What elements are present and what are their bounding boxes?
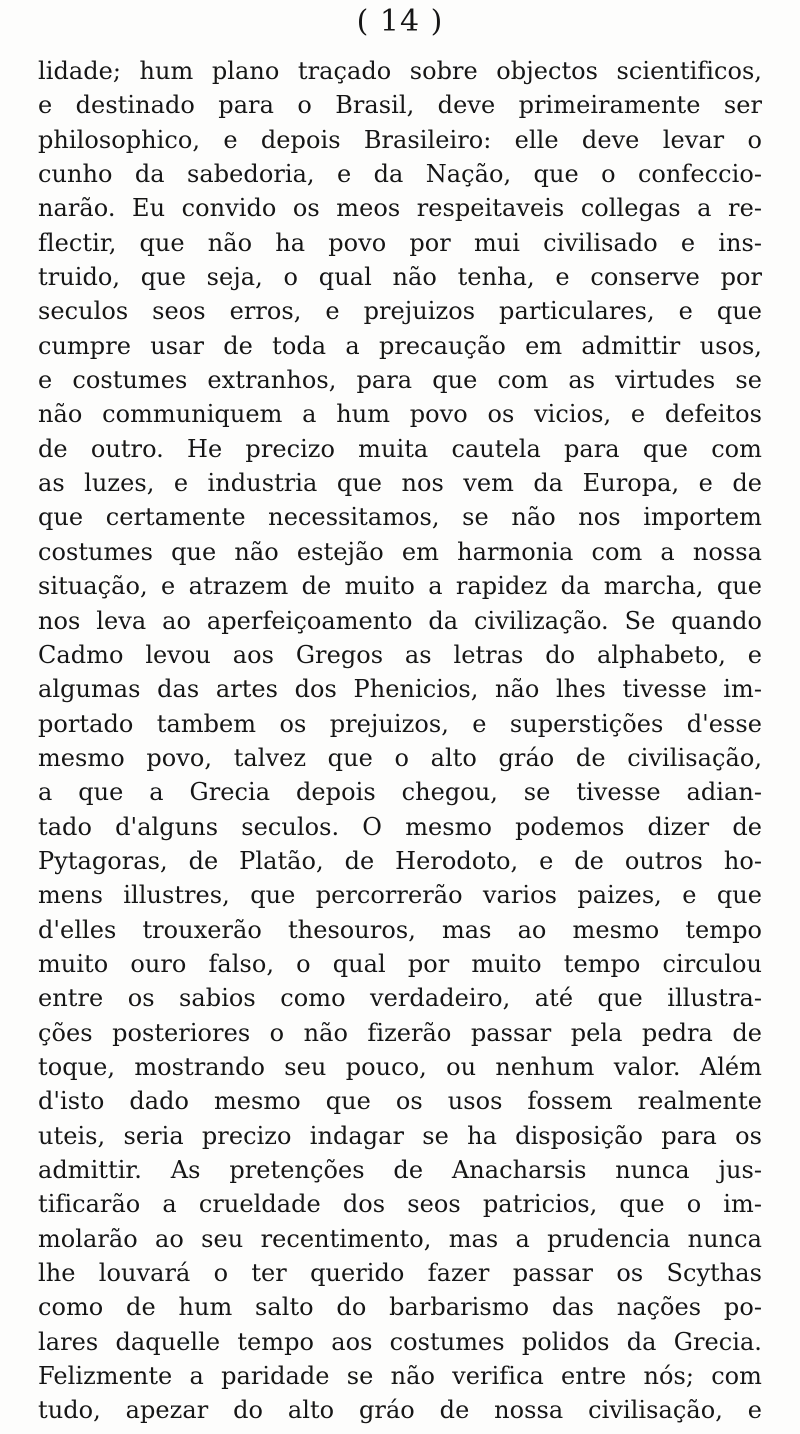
- text-line: lidade; hum plano traçado sobre objectos scientificos,: [38, 57, 762, 85]
- text-line: costumes que não estejão em harmonia com a nossa: [38, 537, 762, 566]
- text-line: toque, mostrando seu pouco, ou nenhum valor. Além: [38, 1052, 762, 1081]
- text-line: philosophico, e depois Brasileiro: elle deve levar o: [38, 125, 762, 154]
- text-line: a que a Grecia depois chegou, se tivesse adian-: [38, 778, 762, 807]
- text-line: tudo, apezar do alto gráo de nossa civilisação, e: [38, 1396, 762, 1425]
- text-line: lares daquelle tempo aos costumes polidos da Grecia.: [38, 1327, 762, 1356]
- text-line: cumpre usar de toda a precaução em admittir usos,: [38, 331, 762, 360]
- text-line: tificarão a crueldade dos seos patricios, que o im-: [38, 1190, 762, 1219]
- text-line: lhe louvará o ter querido fazer passar os Scythas: [38, 1259, 762, 1288]
- text-line: Pytagoras, de Platão, de Herodoto, e de outros ho-: [38, 846, 762, 875]
- text-line: truido, que seja, o qual não tenha, e conserve por: [38, 263, 762, 292]
- text-line: ções posteriores o não fizerão passar pela pedra de: [38, 1018, 762, 1047]
- page-number: ( 14 ): [356, 4, 444, 39]
- text-line: flectir, que não ha povo por mui civilisado e ins-: [38, 228, 762, 257]
- text-line: e costumes extranhos, para que com as virtudes se: [38, 366, 762, 395]
- text-line: portado tambem os prejuizos, e superstições d'esse: [38, 709, 762, 738]
- text-line: entre os sabios como verdadeiro, até que illustra-: [38, 984, 762, 1013]
- text-line: não communiquem a hum povo os vicios, e defeitos: [38, 400, 762, 429]
- body-text: [38, 54, 762, 1428]
- text-line: e destinado para o Brasil, deve primeiramente ser: [38, 91, 762, 120]
- text-line: seculos seos erros, e prejuizos particulares, e que: [38, 297, 762, 326]
- text-line: Cadmo levou aos Gregos as letras do alphabeto, e: [38, 640, 762, 669]
- text-line: Felizmente a paridade se não verifica entre nós; com: [38, 1362, 762, 1391]
- text-line: como de hum salto do barbarismo das nações po-: [38, 1293, 762, 1322]
- text-line: tado d'alguns seculos. O mesmo podemos dizer de: [38, 812, 762, 841]
- text-line: d'elles trouxerão thesouros, mas ao mesmo tempo: [38, 915, 762, 944]
- text-line: muito ouro falso, o qual por muito tempo circulou: [38, 949, 762, 978]
- text-line: molarão ao seu recentimento, mas a prudencia nunca: [38, 1224, 762, 1253]
- text-line: algumas das artes dos Phenicios, não lhes tivesse im-: [38, 675, 762, 704]
- text-line: admittir. As pretenções de Anacharsis nunca jus-: [38, 1156, 762, 1184]
- text-line: de outro. He precizo muita cautela para que com: [38, 434, 762, 463]
- text-line: mens illustres, que percorrerão varios paizes, e que: [38, 881, 762, 910]
- text-line: nos leva ao aperfeiçoamento da civilização. Se quando: [38, 606, 762, 635]
- text-line: que certamente necessitamos, se não nos importem: [38, 503, 762, 532]
- text-line: d'isto dado mesmo que os usos fossem realmente: [38, 1087, 762, 1116]
- text-line: as luzes, e industria que nos vem da Europa, e de: [38, 469, 762, 498]
- text-line: narão. Eu convido os meos respeitaveis collegas a re-: [38, 194, 762, 223]
- text-line: situação, e atrazem de muito a rapidez da marcha, que: [38, 572, 762, 601]
- text-line: cunho da sabedoria, e da Nação, que o confeccio-: [38, 160, 762, 189]
- text-line: mesmo povo, talvez que o alto gráo de civilisação,: [38, 743, 762, 772]
- text-line: uteis, seria precizo indagar se ha disposição para os: [38, 1121, 762, 1150]
